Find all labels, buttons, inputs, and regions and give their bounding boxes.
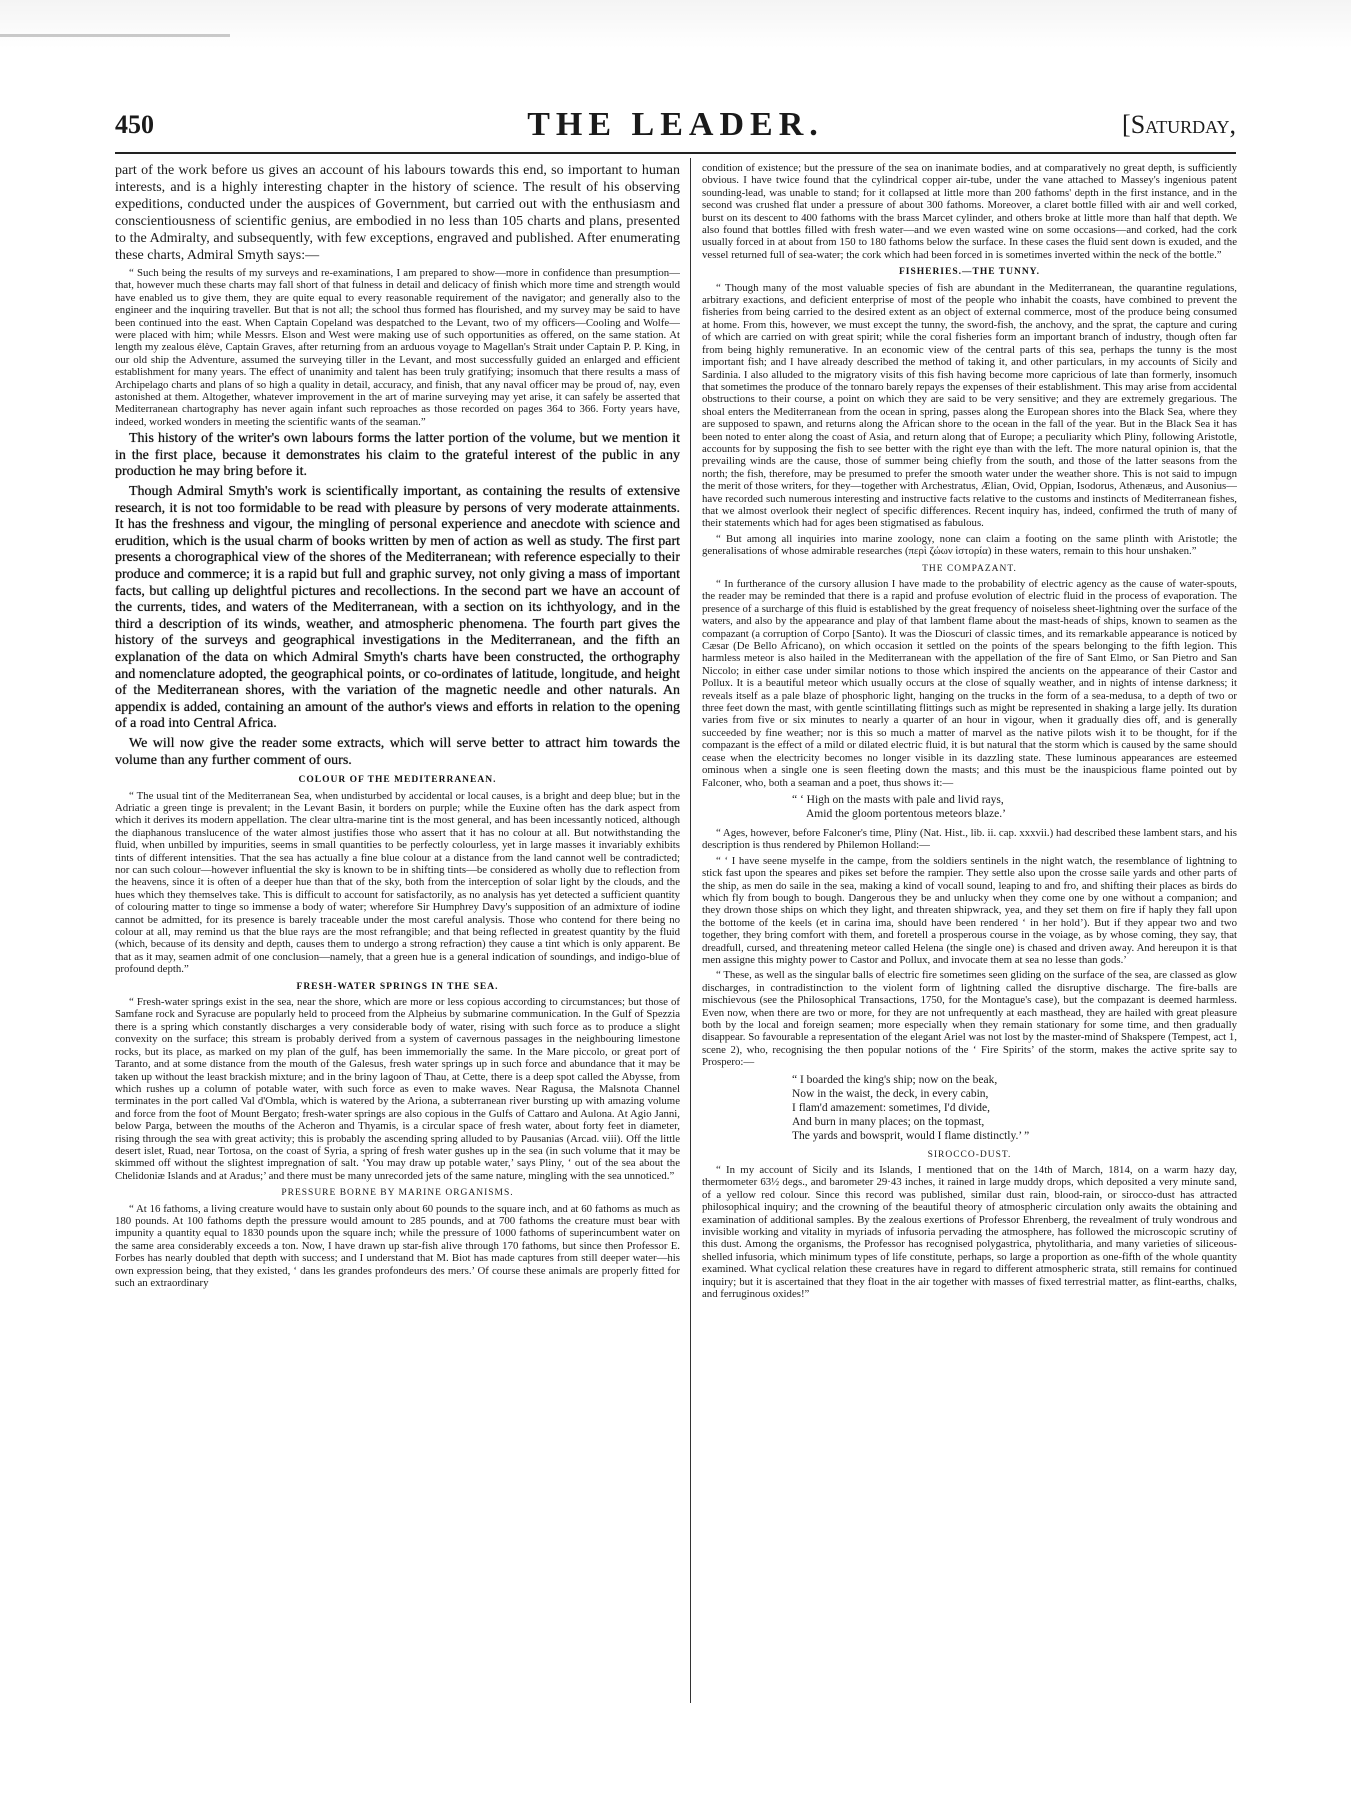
section-heading-compazant: THE COMPAZANT. [922, 563, 1017, 574]
section-heading-tunny: FISHERIES.—THE TUNNY. [898, 267, 1041, 278]
extracts-paragraph: We will now give the reader some extracts, which will serve better to attract him towards the volume than any further comment of ours. [115, 735, 680, 768]
falconer-verse [792, 793, 1237, 821]
pressure-quote: “ At 16 fathoms, a living creature would have to sustain only about 60 pounds to the square inch, and at 60 fathoms as much as 180 pounds. At 100 fathoms depth the pressure would amount to 285 pounds, and at 700 fathoms the creature must bear with impunity a quantity equal to 1830 pounds upon the square inch; while the pressure of 1000 fathoms of superincumbent water on the same area considerably exceeds a ton. Now, I have drawn up star-fish alive through 170 fathoms, but since then Professor E. Forbes has nearly doubled that depth with success; and I understand that M. Biot has made captures from still deeper water—his own expression being, that they existed, ‘ dans les grandes profondeurs des mers.’ Of course these animals are properly fitted for such an extraordinary [115, 1202, 680, 1289]
verse-line: “ ‘ High on the masts with pale and livid rays, [792, 793, 1004, 806]
paper-title: THE LEADER. [527, 106, 824, 143]
section-heading-springs: FRESH-WATER SPRINGS IN THE SEA. [296, 981, 499, 992]
compazant-quote: “ In furtherance of the cursory allusion I have made to the probability of electric agency as the cause of water-spouts, the reader may be reminded that there is a rapid and profuse evolution of electric fluid in the process of evaporation. The presence of a surcharge of this fluid is established by the great frequency of noiseless sheet-lightning over the surface of the waters, and also by the appearance and play of that lambent flame about the mast-heads of ships, known to seamen as the compazant (a corruption of Corpo [Santo). It was the Dioscuri of classic times, and its remarkable appearance is noticed by Cæsar (De Bello Africano), on which occasion it settled on the points of the spears belonging to the fifth legion. This harmless meteor is also hailed in the Mediterranean with the appellation of the fire of Sant Elmo, or San Pietro and San Niccolo; in either case under similar notions to those which inspired the ancients on the appearance of their Castor and Pollux. It is a beautiful meteor which usually occurs at the close of squally weather, and in nights of intense darkness; it reveals itself as a pale blaze of phosphoric light, hanging on the trucks in the form of a sea-medusa, to a depth of two or three feet down the mast, with gentle scintillating flittings such as might be represented in shaking a large jelly. Its duration varies from five or six minutes to nearly a quarter of an hour in vigour, when it gradually dies off, and is generally succeeded by fine weather; nor is this so much a matter of marvel as the native pilots wish it to be thought, for if the compazant is the effect of a mild or dilated electric fluid, it is but natural that the storm which is caused by the same should cease when the electricity becomes no longer visible in its dazzling state. These luminous appearances are esteemed ominous when a single one is seen fleeting down the masts; and this must be the inauspicious flame pointed out by Falconer, who, both a seaman and a poet, thus shows it:— [702, 578, 1237, 789]
discharges-quote: “ These, as well as the singular balls of electric fire sometimes seen gliding on the surface of the sea, are classed as glow discharges, in contradistinction to the violent form of lightning called the disruptive discharge. The fire-balls are mischievous (see the Philosophical Transactions, 1750, for the Montague's case), but the compazant is deemed harmless. Even now, when there are two or more, for they are not unfrequently at each masthead, they are hailed with great pleasure both by the local and foreign seamen; more especially when they remain stationary for some time, and then gradually disappear. So favourable a representation of the elegant Ariel was not lost by the master-mind of Shakspere (Tempest, act 1, scene 2), who, recognising the then popular notions of the ‘ Fire Spirits’ of the storm, makes the active sprite say to Prospero:— [702, 969, 1237, 1069]
verse-line: I flam'd amazement: sometimes, I'd divide, [792, 1101, 990, 1114]
holland-quote: “ ‘ I have seene myselfe in the campe, from the soldiers sentinels in the night watch, the resemblance of lightning to stick fast upon the speares and pikes set before the rampier. They settle also upon the crosse saile yards and other parts of the ship, as men do saile in the sea, making a kind of vocall sound, leaping to and fro, and shifting their places as birds do which fly from bough to bough. Dangerous they be and unlucky when they come one by one without a companion; and they drown those ships on which they light, and threaten shipwrack, yea, and they set them on fire if haply they fall upon the bottome of the keels (et in carina ima, should have been rendered ‘ in her hold’). But if they appear two and two together, they bring comfort with them, and foretell a prosperous course in the voiage, as by whose coming, they say, that dreadfull, cursed, and threatening meteor called Helena (the single one) is chased and driven away. And hereupon it is that men assigne this mighty power to Castor and Pollux, and invocate them at sea no lesse than gods.’ [702, 854, 1237, 966]
left-column [115, 162, 680, 1706]
history-paragraph: This history of the writer's own labours forms the latter portion of the volume, but we mention it in the first place, because it demonstrates his claim to the grateful interest of the public in any production he may bring before it. [115, 431, 680, 480]
sirocco-quote: “ In my account of Sicily and its Islands, I mentioned that on the 14th of March, 1814, on a warm hazy day, thermometer 63½ degs., and barometer 29·43 inches, it rained in large muddy drops, which deposited a very minute sand, of a yellow red colour. Since this record was published, similar dust rain, blood-rain, or sirocco-dust has attracted philosophical inquiry; and the crowning of the beautiful theory of atmospheric circulation only awaits the obtaining and examination of additional samples. By the zealous exertions of Professor Ehrenberg, the revealment of truly wondrous and invisible working and vitality in myriads of infusoria pervading the atmosphere, has followed the microscopic scrutiny of this dust. Among the organisms, the Professor has recognised polygastrica, phytolitharia, and many varieties of siliceous-shelled infusoria, which minimum types of life constitute, perhaps, so large a proportion as one-fifth of the whole quantity examined. What cyclical relation these creatures have in regard to different atmospheric strata, still remains for continued inquiry; but it is ascertained that they float in the air together with masses of fixed terrestrial matter, as flint-earths, chalks, and ferruginous oxides!” [702, 1164, 1237, 1301]
page-number: 450 [115, 110, 154, 139]
verse-line: The yards and bowsprit, would I flame distinctly.’ ” [792, 1129, 1030, 1142]
intro-paragraph: part of the work before us gives an account of his labours towards this end, so important to human interests, and is a highly interesting chapter in the history of science. The result of his observing expeditions, conducted under the auspices of Government, but carried out with the enthusiasm and conscientiousness of scientific genius, are embodied in no less than 105 charts and plans, presented to the Admiralty, and subsequently, with few exceptions, engraved and published. After enumerating these charts, Admiral Smyth says:— [115, 163, 680, 263]
day-label: [Saturday, [1122, 110, 1236, 139]
surveys-quote: “ Such being the results of my surveys and re-examinations, I am prepared to show—more in confidence than presumption—that, however much these charts may fall short of that fulness in detail and delicacy of finish which more time and strength would have enabled us to give them, they are quite equal to every reasonable requirement of the navigator; and generally also to the engineer and the inquiring traveller. But that is not all; the school thus formed has flourished, and my survey may be said to have been continued into the east. When Captain Copeland was despatched to the Levant, two of my officers—Cooling and Wolfe—were placed with him; while Messrs. Elson and West were making use of such opportunities as offered, on the same station. At length my zealous élève, Captain Graves, after returning from an arduous voyage to Magellan's Strait under Captain P. P. King, in our old ship the Adventure, assumed the surveying tiller in the Levant, and most successfully guided an enlarged and efficient establishment for many years. The effect of unanimity and talent has been truly gratifying; insomuch that there results a mass of Archipelago charts and plans of so high a quality in detail, accuracy, and finish, that any naval officer may be proud of, nay, even astonished at them. Altogether, whatever improvement in the art of marine surveying may yet arise, it can safely be asserted that Mediterranean chartography has never again infant such reproaches as those recorded on pages 364 to 366. Forty years have, indeed, worked wonders in meeting the scientific wants of the seaman.” [115, 267, 680, 428]
section-heading-colour: COLOUR OF THE MEDITERRANEAN. [298, 775, 497, 786]
column-divider [690, 158, 691, 1703]
summary-paragraph: Though Admiral Smyth's work is scientifically important, as containing the results of extensive research, it is not too formidable to be read with pleasure by persons of very moderate attainments. It has the freshness and vigour, the mingling of personal experience and anecdote with science and erudition, which is the usual charm of books written by men of action as well as study. The first part presents a chorographical view of the shores of the Mediterranean; with reference especially to their produce and commerce; it is a rapid but full and graphic survey, not only giving a mass of important facts, but calling up delightful pictures and recollections. In the second part we have an account of the currents, tides, and waters of the Mediterranean, with a section on its ichthyology, and in the third a description of its winds, weather, and atmospheric phenomena. The fourth part gives the history of the surveys and geographical investigations in the Mediterranean, and the fifth an explanation of the data on which Admiral Smyth's charts have been constructed, the orthography and nomenclature adopted, the geographical points, or co-ordinates of latitude, longitude, and height of the Mediterranean shores, with the variation of the magnetic needle and other naturals. An appendix is added, containing an amount of the author's views and efforts in relation to the opening of a road into Central Africa. [115, 484, 680, 732]
verse-line: Amid the gloom portentous meteors blaze.’ [806, 807, 1006, 820]
pliny-quote: “ Ages, however, before Falconer's time, Pliny (Nat. Hist., lib. ii. cap. xxxvii.) had described these lambent stars, and his description is thus rendered by Philemon Holland:— [702, 826, 1237, 852]
pressure-continued: condition of existence; but the pressure of the sea on inanimate bodies, and at comparatively no great depth, is sufficiently obvious. I have twice found that the cylindrical copper air-tube, under the vane attached to Massey's ingenious patent sounding-lead, was unable to stand; for it collapsed at little more than 200 fathoms' depth in the first instance, and in the second was crushed flat under a pressure of about 300 fathoms. Moreover, a claret bottle filled with air and well corked, burst on its descent to 400 fathoms with the brass Marcet cylinder, and others broke at little more than half that depth. We also found that bottles filled with fresh water—and we even wasted wine on some occasions—and corked, had the cork usually forced in at about from 150 to 180 fathoms below the surface. In these cases the fluid sent down is exuded, and the vessel returned full of sea-water; the cork which had been forced in is sometimes inverted within the neck of the bottle.” [702, 162, 1237, 261]
masthead-rule [115, 152, 1236, 154]
scan-fibre [0, 34, 230, 37]
tunny-quote: “ Though many of the most valuable species of fish are abundant in the Mediterranean, the quarantine regulations, arbitrary exactions, and deficient enterprise of most of the people who inhabit the coasts, have combined to prevent the fisheries from being carried to the desired extent as an object of external commerce, most of the produce being consumed at home. From this, however, we must except the tunny, the sword-fish, the anchovy, and the sprat, the capture and curing of which are carried on with great spirit; while the coral fisheries form an important branch of industry, though often far from being highly remunerative. In an economic view of the central parts of this sea, perhaps the tunny is the most important fish; and I have already described the method of taking it, and other particulars, in my accounts of Sicily and Sardinia. I also alluded to the migratory visits of this fish having become more capricious of late than formerly, insomuch that sometimes the produce of the tonnaro barely repays the expenses of their establishment. This may arise from accidental obstructions to their course, a point on which they are said to be very sensitive; and they are extremely gregarious. The shoal enters the Mediterranean from the ocean in spring, passes along the European shores into the Black Sea, where they are supposed to spawn, and returns along the African shore to the ocean in the fall of the year. But in the Black Sea it has been noted to enter along the coast of Asia, and return along that of Europe; a peculiarity which Pliny, following Aristotle, accounts for by supposing the fish to see better with the right eye than with the left. The more natural opinion is, that the prevailing winds are the cause, those of summer being chiefly from the south, and those of the latter seasons from the north; the fish, therefore, may be presumed to prefer the smooth water under the weather shore. This is not said to impugn the merit of those writers, for they—together with Archestratus, Ælian, Ovid, Oppian, Isodorus, Athenæus, and Ausonius—have recorded such numerous interesting and instructive facts relative to the customs and instincts of Mediterranean fishes, that we almost overlook their neglect of specific differences. Recent inquiry has, indeed, confirmed the truth of many of their statements which had for ages been stigmatised as fabulous. [702, 281, 1237, 530]
verse-line: “ I boarded the king's ship; now on the beak, [792, 1073, 998, 1086]
verse-line: Now in the waist, the deck, in every cabin, [792, 1087, 989, 1100]
right-column [702, 162, 1237, 1706]
springs-quote: “ Fresh-water springs exist in the sea, near the shore, which are more or less copious according to circumstances; but those of Samfane rock and Syracuse are popularly held to proceed from the Alpheius by submarine communication. In the Gulf of Spezzia there is a spring which constantly discharges a very considerable body of water, rising with such force as to produce a slight convexity on the surface; this stream is probably derived from a system of cavernous passages in the neighbouring limestone rocks, but its place, as marked on my plan of the gulf, has been immemorially the same. In the Mare piccolo, or great port of Taranto, and at some distance from the mouth of the Galesus, fresh water springs up in such force and abundance that it may be taken up without the least brackish mixture; and in the briny lagoon of Thau, at Cette, there is a deep spot called the Abysse, from which rushes up a column of potable water, with such force as even to make waves. Near Ragusa, the Malsnota Channel terminates in the port called Val d'Ombla, which is watered by the Ariona, a subterranean river bursting up with amazing volume and force from the foot of Mount Bergato; fresh-water springs are also copious in the Gulfs of Cattaro and Aulona. At Agio Janni, below Parga, between the mouths of the Acheron and Thyamis, is a circular space of fresh water, about forty feet in diameter, rising through the sea with great activity; this is probably the ascending spring alluded to by Pausanias (Arcad. viii). Off the little desert islet, Ruad, near Tortosa, on the coast of Syria, a spring of fresh water gushes up in the sea (in such volume that it may be skimmed off without the slightest impregnation of salt. ‘You may draw up potable water,’ says Pliny, ‘ out of the sea about the Chelidoniæ Islands and at Aradus;’ and there must be many unrecorded jets of the same nature, mingling with the sea unnoticed.” [115, 996, 680, 1182]
section-heading-sirocco: SIROCCO-DUST. [927, 1149, 1012, 1160]
tempest-verse [792, 1073, 1237, 1143]
section-heading-pressure: PRESSURE BORNE BY MARINE ORGANISMS. [281, 1188, 514, 1199]
masthead [115, 108, 1236, 146]
verse-line: And burn in many places; on the topmast, [792, 1115, 985, 1128]
scan-edge [0, 0, 1351, 48]
colour-quote: “ The usual tint of the Mediterranean Sea, when undisturbed by accidental or local causes, is a bright and deep blue; but in the Adriatic a green tinge is prevalent; in the Levant Basin, it borders on purple; while the Euxine often has the dark aspect from which it derives its modern appellation. The clear ultra-marine tint is the most general, and has been incessantly noticed, although the diaphanous translucence of the water almost justifies those who assert that it has no colour at all. But notwithstanding the fluid, when unbilled by impurities, seems in small quantities to be perfectly colourless, yet in large masses it invariably exhibits tints of different intensities. That the sea has actually a fine blue colour at a distance from the land cannot well be contradicted; nor can such colour—however influential the sky is known to be in shifting tints—be considered as wholly due to reflection from the heavens, since it is often of a deeper hue than that of the sky, both from the interception of solar light by the clouds, and the hues which they themselves take. This is difficult to account for satisfactorily, as no analysis has yet detected a sufficient quantity of colouring matter to tinge so immense a body of water; wherefore Sir Humphrey Davy's supposition of an admixture of iodine cannot be admitted, for its presence is barely traceable under the most careful analysis. Those who contend for there being no colour at all, may remind us that the blue rays are the most refrangible; and that being reflected in greatest quantity by the fluid (which, because of its density and depth, causes them to undergo a strong refraction) they cause a tint which is only apparent. Be that as it may, seamen admit of one conclusion—namely, that a green hue is a general indication of soundings, and indigo-blue of profound depth.” [115, 789, 680, 976]
aristotle-quote: “ But among all inquiries into marine zoology, none can claim a footing on the same plinth with Aristotle; the generalisations of whose admirable researches (περὶ ζώων ἱστορία) in these waters, remain to this hour unshaken.” [702, 532, 1237, 558]
